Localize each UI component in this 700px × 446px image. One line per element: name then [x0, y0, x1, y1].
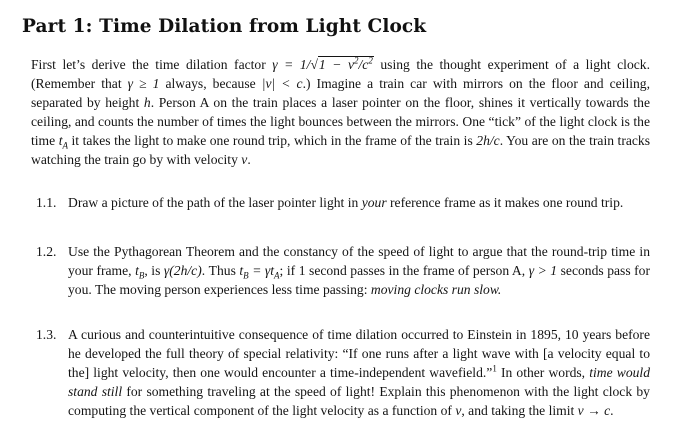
question-1-2 — [36, 242, 650, 299]
math-gamma-gt-1: γ > 1 — [528, 263, 558, 278]
footnote-marker: 1 — [492, 363, 497, 374]
tick-time-symbol: $t_A$ — [58, 133, 68, 151]
intro-paragraph: First let’s derive the time dilation factor $\gamma = 1/√1 - v^2/c^2$ using the thought experiment of a light clock. (Remember that γ ≥ 1 always, because |v| < c.) Imagine a train car with mirrors on the floor and ceiling, separated by height h. Person A on the train places a laser pointer on the floor, shines it vertically towards the ceiling, and counts the number of times the light bounces between the mirrors. One “tick” of the light clock is the time $t_A$ it takes the light to make one round trip, which in the frame of the train is 2h/c. You are on the train tracks watching the train go by with velocity v. — [31, 55, 651, 167]
question-number: 1.2. — [36, 244, 57, 259]
question-text: Draw a picture of the path of the laser pointer light in your reference frame as it makes one round trip. — [68, 195, 624, 210]
height-symbol: h — [143, 95, 151, 110]
speed-inequality: |v| < c — [261, 76, 303, 91]
emphasis: moving clocks run slow. — [370, 282, 502, 297]
math-tB-equals: $t_B = \gamma t_A$ — [239, 263, 280, 281]
question-text: A curious and counterintuitive consequence of time dilation occurred to Einstein in 1895, 10 years before he developed the full theory of special relativity: “If one runs after a light wave with [a velocity equal to the] light velocity, then one would encounter a time-independent wavefield.”$^1$ In other words, time would stand still for something traveling at the speed of light! Explain this phenomenon with the light clock by computing the vertical component of the light velocity as a function of v, and taking the limit v → c. — [68, 327, 650, 418]
question-1-3 — [36, 325, 650, 420]
question-number: 1.1. — [36, 195, 57, 210]
question-1-1 — [36, 193, 650, 212]
gamma-inequality: γ ≥ 1 — [127, 76, 160, 91]
emphasis: time would stand still — [68, 365, 650, 399]
emphasis: your — [361, 195, 387, 210]
section-title: Part 1: Time Dilation from Light Clock — [22, 16, 427, 37]
math-limit: v → c — [577, 403, 611, 418]
math-v: v — [455, 403, 462, 418]
math-tB: $t_B$ — [135, 263, 145, 281]
gamma-formula: $\gamma = 1/√1 - v^2/c^2$ — [272, 55, 373, 72]
round-trip-expression: 2h/c — [476, 133, 500, 148]
question-number: 1.3. — [36, 327, 57, 342]
math-gamma-2h-c: γ(2h/c) — [163, 263, 202, 278]
velocity-symbol: v — [241, 152, 248, 167]
question-text: Use the Pythagorean Theorem and the constancy of the speed of light to argue that the round-trip time in your frame, $t_B$, is γ(2h/c). Thus $t_B = \gamma t_A$; if 1 second passes in the frame of person A, γ > 1 seconds pass for you. The moving person experiences less time passing: moving clocks run slow. — [68, 244, 650, 297]
